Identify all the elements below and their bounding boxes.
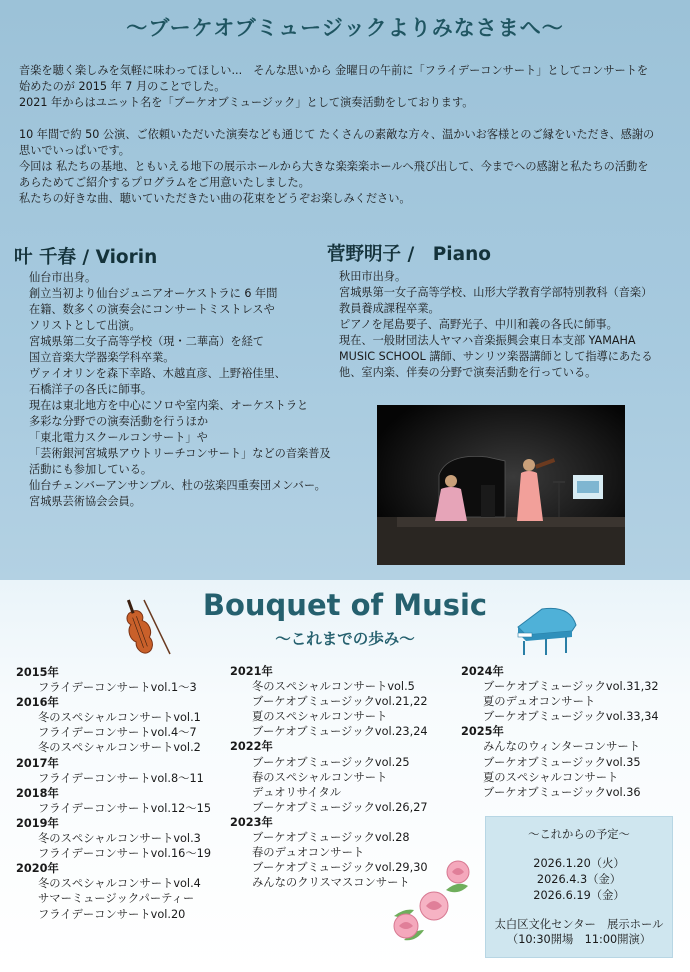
history-event: ブーケオブミュージックvol.26,27 [252,800,428,814]
history-year: 2022年 [230,740,273,754]
bio-line: 仙台市出身。 [29,271,97,284]
bio-line: 現在は東北地方を中心にソロや室内楽、オーケストラと [29,399,309,412]
schedule-venue-block [486,917,672,947]
history-event: フライデーコンサートvol.16〜19 [38,847,212,861]
bio-line: 多彩な分野での演奏活動を行うほか [29,415,209,428]
bio-line: 秋田市出身。 [339,270,407,283]
history-event: 夏のデュオコンサート [483,695,596,709]
bio-line: 在籍、数多くの演奏会にコンサートミストレスや [29,303,275,316]
history-event: ブーケオブミュージックvol.33,34 [483,710,659,724]
history-event: 冬のスペシャルコンサートvol.4 [38,877,201,891]
history-year: 2023年 [230,815,273,829]
upcoming-schedule-box [485,816,673,958]
concert-photo [377,405,625,565]
history-event: フライデーコンサートvol.20 [38,907,186,921]
history-event: フライデーコンサートvol.8〜11 [38,771,204,785]
intro-paragraph-1 [19,63,679,111]
history-event: 冬のスペシャルコンサートvol.5 [252,680,415,694]
bio-line: 「芸術銀河宮城県アウトリーチコンサート」などの音楽普及 [29,447,331,460]
history-year: 2019年 [16,816,59,830]
schedule-date: 2026.1.20（火） [533,857,625,870]
intro-line: あらためてご紹介するプログラムをご用意いたしました。 [19,176,310,189]
bio-line: 宮城県芸術協会会員。 [29,495,141,508]
history-event: 冬のスペシャルコンサートvol.3 [38,832,201,846]
history-event: サマーミュージックパーティー [38,892,195,906]
bio-line: 国立音楽大学器楽学科卒業。 [29,351,175,364]
schedule-date: 2026.6.19（金） [533,889,625,902]
history-event: みんなのウィンターコンサート [483,740,641,754]
history-event: ブーケオブミュージックvol.31,32 [483,680,659,694]
history-event: 夏のスペシャルコンサート [483,770,619,784]
history-event: 春のスペシャルコンサート [252,770,388,784]
intro-line: 思いでいっぱいです。 [19,144,130,157]
history-year: 2018年 [16,786,59,800]
violinist-name: 叶 千春 / Viorin [14,247,158,268]
history-event: ブーケオブミュージックvol.29,30 [252,861,428,875]
violinist-bio [29,270,331,510]
intro-line: 始めたのが 2015 年 7 月のことでした。 [19,80,226,93]
bio-line: 「東北電力スクールコンサート」や [29,431,208,444]
history-event: フライデーコンサートvol.4〜7 [38,726,197,740]
violin-icon [124,596,176,662]
history-event: ブーケオブミュージックvol.21,22 [252,695,428,709]
bio-line: ヴァイオリンを森下幸路、木越直彦、上野裕佳里、 [29,367,286,380]
intro-line: 10 年間で約 50 公演、ご依頼いただいた演奏なども通じて たくさんの素敵な方々、温かいお客様とのご縁をいただき、感謝の [19,128,655,141]
bio-line: 現在、一般財団法人ヤマハ音楽振興会東日本支部 YAMAHA [339,334,636,347]
history-event: 夏のスペシャルコンサート [252,710,388,724]
history-event: 冬のスペシャルコンサートvol.2 [38,741,201,755]
bouquet-title: Bouquet of Music [202,588,488,622]
bio-line: 教員養成課程卒業。 [339,302,440,315]
history-event: フライデーコンサートvol.12〜15 [38,801,212,815]
bio-line: 創立当初より仙台ジュニアオーケストラに 6 年間 [29,287,278,300]
history-column-1 [16,665,211,922]
history-event: 春のデュオコンサート [252,846,365,860]
bio-line: 他、室内楽、伴奏の分野で演奏活動を行っている。 [339,366,597,379]
history-event: ブーケオブミュージックvol.28 [252,831,410,845]
schedule-title: 〜これからの予定〜 [528,828,630,841]
greeting-heading: 〜ブーケオブミュージックよりみなさまへ〜 [126,16,564,40]
schedule-dates [486,856,672,904]
bio-line: ソリストとして出演。 [29,319,141,332]
history-event: ブーケオブミュージックvol.25 [252,755,410,769]
intro-line: 音楽を聴く楽しみを気軽に味わってほしい... そんな思いから 金曜日の午前に「フライデーコンサート」としてコンサートを [19,64,649,77]
history-event: ブーケオブミュージックvol.36 [483,785,641,799]
history-event: ブーケオブミュージックvol.23,24 [252,725,428,739]
pianist-name: 菅野明子 / Piano [327,244,491,265]
bio-line: 宮城県第一女子高等学校、山形大学教育学部特別教科（音楽） [339,286,653,299]
history-event: みんなのクリスマスコンサート [252,876,410,890]
history-year: 2015年 [16,666,59,679]
concert-photo-illustration [377,405,625,565]
bouquet-subtitle: 〜これまでの歩み〜 [275,630,415,648]
schedule-venue: 太白区文化センター 展示ホール [494,918,664,931]
history-year: 2025年 [461,725,504,739]
schedule-time: （10:30開場 11:00開演） [506,933,652,946]
bio-line: MUSIC SCHOOL 講師、サンリツ楽器講師として指導にあたる [339,350,653,363]
intro-line: 2021 年からはユニット名を「ブーケオブミュージック」として演奏活動をしております。 [19,96,474,109]
pianist-bio [339,269,653,381]
bio-line: 仙台チェンバーアンサンブル、杜の弦楽四重奏団メンバー。 [29,479,326,492]
history-year: 2020年 [16,862,59,876]
history-event: フライデーコンサートvol.1〜3 [38,681,197,695]
bio-line: 石橋洋子の各氏に師事。 [29,383,153,396]
bio-line: 活動にも参加している。 [29,463,153,476]
bio-line: ピアノを尾島要子、高野光子、中川和義の各氏に師事。 [339,318,618,331]
schedule-date: 2026.4.3（金） [536,873,622,886]
history-event: 冬のスペシャルコンサートvol.1 [38,711,201,725]
bio-line: 宮城県第二女子高等学校（現・二華高）を経て [29,335,264,348]
history-event: デュオリサイタル [252,785,342,799]
history-year: 2024年 [461,665,504,678]
history-event: ブーケオブミュージックvol.35 [483,755,641,769]
intro-line: 今回は 私たちの基地、ともいえる地下の展示ホールから大きな楽楽楽ホールへ飛び出して、今までへの感謝と私たちの活動を [19,160,649,173]
history-year: 2017年 [16,756,59,770]
intro-paragraph-2 [19,127,679,207]
history-column-3 [461,664,659,800]
grand-piano-icon [512,605,582,661]
history-year: 2021年 [230,665,273,678]
rose-icon [384,850,478,952]
history-year: 2016年 [16,696,59,710]
intro-line: 私たちの好きな曲、聴いていただきたい曲の花束をどうぞお楽しみください。 [19,192,411,205]
